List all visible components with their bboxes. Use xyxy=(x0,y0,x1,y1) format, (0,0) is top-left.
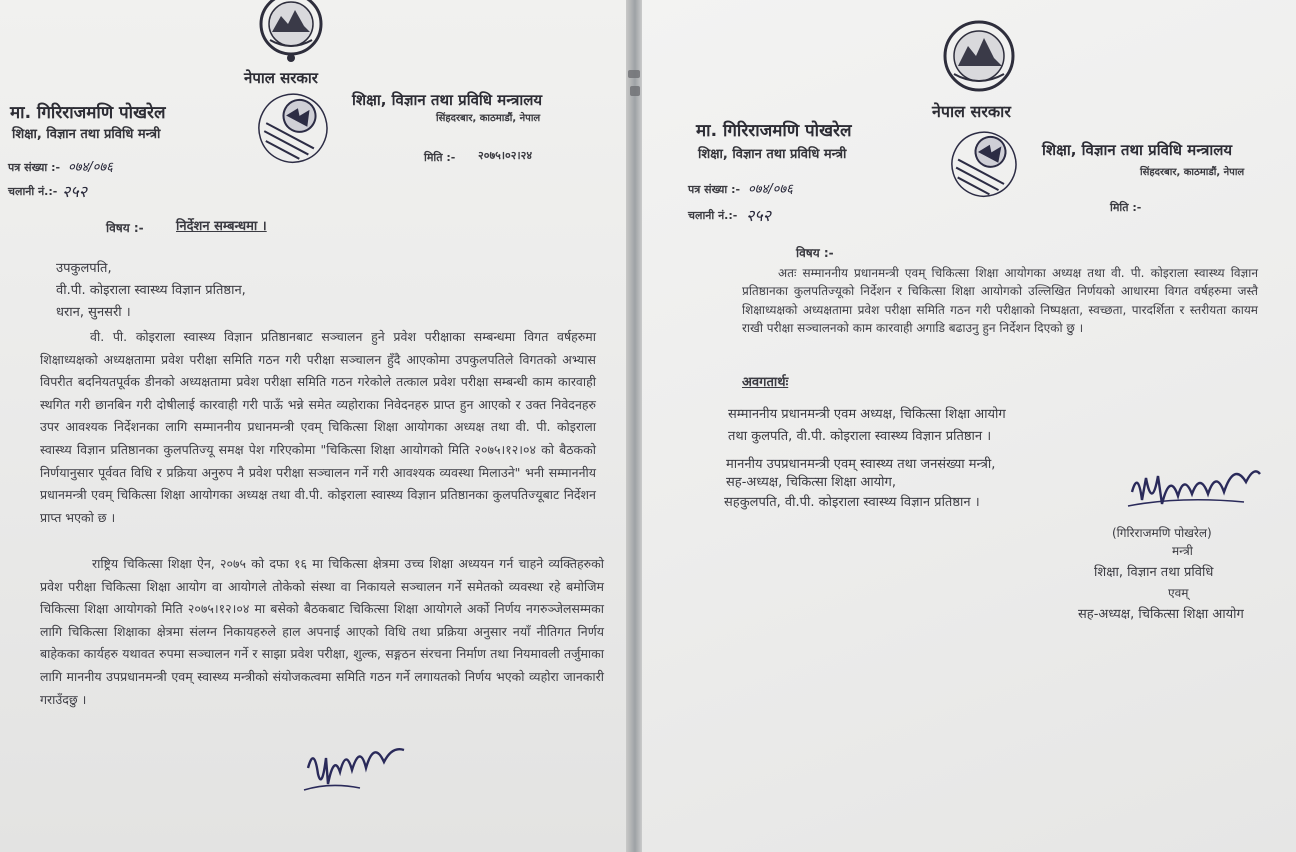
ministry-address: सिंहदरबार, काठमाडौं, नेपाल xyxy=(436,113,541,124)
cc-line: तथा कुलपति, वी.पी. कोइराला स्वास्थ्य विज्ञान प्रतिष्ठान । xyxy=(728,429,992,444)
cc-line: सह-अध्यक्ष, चिकित्सा शिक्षा आयोग, xyxy=(726,475,896,490)
recipient-line-3: धरान, सुनसरी । xyxy=(56,305,131,320)
minister-name: मा. गिरिराजमणि पोखरेल xyxy=(696,121,852,141)
signatory-conjunction: एवम् xyxy=(1168,586,1189,600)
cc-label: अवगतार्थः xyxy=(742,375,789,390)
dispatch-number-value: २५२ xyxy=(746,206,771,225)
ref-number-value: ०७४/०७६ xyxy=(68,160,113,175)
cc-line: सहकुलपति, वी.पी. कोइराला स्वास्थ्य विज्ञान प्रतिष्ठान । xyxy=(724,495,980,510)
signatory-cochair: सह-अध्यक्ष, चिकित्सा शिक्षा आयोग xyxy=(1078,607,1244,622)
ref-number-label: पत्र संख्या :- xyxy=(8,161,61,174)
date-label: मिति :- xyxy=(424,151,456,164)
subject-label: विषय :- xyxy=(106,221,144,235)
recipient-line-2: वी.पी. कोइराला स्वास्थ्य विज्ञान प्रतिष्ठान, xyxy=(56,283,246,298)
letter-paragraph-2: राष्ट्रिय चिकित्सा शिक्षा ऐन, २०७५ को दफा १६ मा चिकित्सा क्षेत्रमा उच्च शिक्षा अध्ययन गर्न चाहने व्यक्तिहरुको प्रवेश परीक्षा चिकित्सा शिक्षा आयोग वा आयोगले तोकेको संस्था वा निकायले सञ्चालन गर्ने समेतको व्यवस्था रहे बमोजिम चिकित्सा शिक्षा आयोगको मिति २०७५।१२।०४ मा बसेको बैठकबाट चिकित्सा शिक्षा आयोगले अर्को निर्णय नगरुञ्जेलसम्मका लागि चिकित्सा शिक्षाका क्षेत्रमा संलग्न निकायहरुले हाल अपनाई आएको विधि तथा प्रक्रिया अनुसार नयाँ नीतिगत निर्णय बाहेकका कार्यहरु यथावत रुपमा सञ्चालन गर्ने र साझा प्रवेश परीक्षा, शुल्क, सङ्गठन संरचना निर्माण तथा नियमावली तर्जुमाका लागि माननीय उपप्रधानमन्त्री एवम् स्वास्थ्य मन्त्रीको संयोजकत्वमा समिति गठन गर्ने लगायतको निर्णय भएको व्यहोरा जानकारी गराउँदछु । xyxy=(40,556,604,707)
letter-paragraph-3: अतः सम्माननीय प्रधानमन्त्री एवम् चिकित्सा शिक्षा आयोगका अध्यक्ष तथा वी. पी. कोइराला स्वास्थ्य विज्ञान प्रतिष्ठानका कुलपतिज्यूको निर्देशन र चिकित्सा शिक्षा आयोगको उल्लिखित निर्णयको आधारमा विगत वर्षहरुमा जस्तै शिक्षाध्यक्षको अध्यक्षतामा प्रवेश परीक्षा समिति गठन गरी परीक्षाको निष्पक्षता, स्वच्छता, पारदर्शिता र स्तरीयता कायम राखी परीक्षा सञ्चालनको काम कारवाही अगाडि बढाउनु हुन निर्देशन दिएको छु । xyxy=(742,266,1258,336)
dispatch-number-label: चलानी नं.:- xyxy=(688,209,738,222)
ministry-name: शिक्षा, विज्ञान तथा प्रविधि मन्त्रालय xyxy=(352,91,543,109)
signatory-title: मन्त्री xyxy=(1172,544,1193,558)
nepal-emblem-seal xyxy=(934,16,1024,102)
signatory-name: (गिरिराजमणि पोखरेल) xyxy=(1112,526,1212,540)
ministry-name: शिक्षा, विज्ञान तथा प्रविधि मन्त्रालय xyxy=(1042,141,1233,159)
nepal-emblem-seal xyxy=(248,0,334,64)
dispatch-number-value: २५२ xyxy=(62,182,87,201)
cc-line: सम्माननीय प्रधानमन्त्री एवम अध्यक्ष, चिकित्सा शिक्षा आयोग xyxy=(728,407,1006,422)
dispatch-number-label: चलानी नं.:- xyxy=(8,185,58,198)
minister-title: शिक्षा, विज्ञान तथा प्रविधि मन्त्री xyxy=(12,127,161,142)
cc-line: माननीय उपप्रधानमन्त्री एवम् स्वास्थ्य तथा जनसंख्या मन्त्री, xyxy=(726,457,996,472)
edge-smudge xyxy=(628,70,640,78)
ref-number-value: ०७४/०७६ xyxy=(748,182,793,197)
minister-name: मा. गिरिराजमणि पोखरेल xyxy=(10,103,166,123)
subject-text: निर्देशन सम्बन्धमा । xyxy=(176,219,267,234)
subject-label: विषय :- xyxy=(796,246,834,260)
recipient-line-1: उपकुलपति, xyxy=(56,261,112,276)
emblem-caption: नेपाल सरकार xyxy=(244,69,318,87)
emblem-caption: नेपाल सरकार xyxy=(932,102,1011,121)
handwritten-signature xyxy=(1120,452,1270,518)
handwritten-signature xyxy=(300,728,410,798)
edge-smudge xyxy=(630,86,640,96)
minister-title: शिक्षा, विज्ञान तथा प्रविधि मन्त्री xyxy=(698,147,847,162)
date-value: २०७५।०२।२४ xyxy=(478,149,533,162)
ref-number-label: पत्र संख्या :- xyxy=(688,183,741,196)
signatory-ministry: शिक्षा, विज्ञान तथा प्रविधि xyxy=(1094,565,1214,580)
date-label: मिति :- xyxy=(1110,201,1142,214)
letter-page-1 xyxy=(0,0,628,852)
letter-paragraph-1: वी. पी. कोइराला स्वास्थ्य विज्ञान प्रतिष्ठानबाट सञ्चालन हुने प्रवेश परीक्षाका सम्बन्धमा विगत वर्षहरुमा शिक्षाध्यक्षको अध्यक्षतामा प्रवेश परीक्षा समिति गठन गरी परीक्षा सञ्चालन हुँदै आएकोमा उपकुलपतिले विगतको अभ्यास विपरीत बदनियतपूर्वक डीनको अध्यक्षतामा प्रवेश परीक्षा समिति गठन गरेकोले तत्काल प्रवेश परीक्षा सम्बन्धी काम कारवाही स्थगित गरी छानबिन गरी दोषीलाई कारवाही गरी पाऊँ भन्ने समेत व्यहोराका निवेदनहरु प्राप्त हुन आएको र उक्त निवेदनहरु उपर आवश्यक निर्देशनका लागि सम्माननीय प्रधानमन्त्री एवम् चिकित्सा शिक्षा आयोगका अध्यक्ष तथा वी. पी. कोइराला स्वास्थ्य विज्ञान प्रतिष्ठानका कुलपतिज्यू समक्ष पेश गरिएकोमा "चिकित्सा शिक्षा आयोगको मिति २०७५।१२।०४ को बैठकको निर्णयानुसार पूर्ववत विधि र प्रक्रिया अनुरुप नै प्रवेश परीक्षा सञ्चालन गर्ने गरी आवश्यक व्यवस्था मिलाउने" भनी सम्माननीय प्रधानमन्त्री एवम् चिकित्सा शिक्षा आयोगका अध्यक्ष तथा वी.पी. कोइराला स्वास्थ्य विज्ञान प्रतिष्ठानका कुलपतिज्यूबाट निर्देशन प्राप्त भएको छ । xyxy=(40,329,596,525)
ministry-round-stamp xyxy=(928,120,1038,212)
letter-page-2 xyxy=(642,0,1296,852)
ministry-round-stamp xyxy=(232,84,352,176)
ministry-address: सिंहदरबार, काठमाडौं, नेपाल xyxy=(1140,167,1245,178)
